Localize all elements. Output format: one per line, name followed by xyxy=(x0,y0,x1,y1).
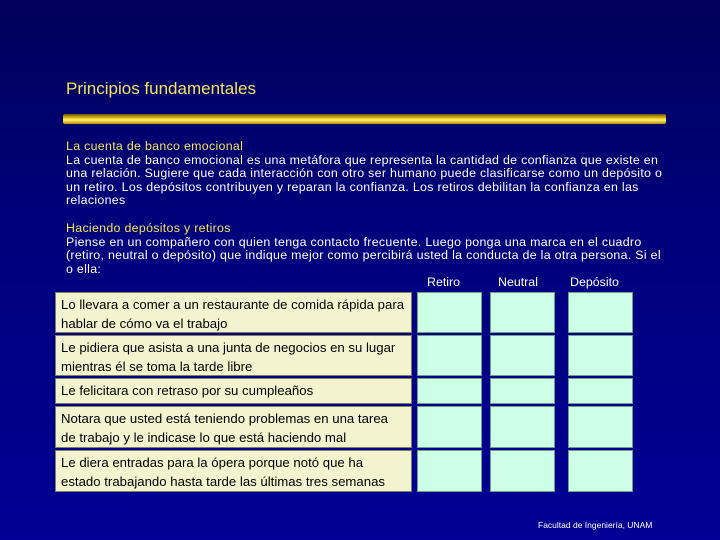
cell-row2-retiro[interactable] xyxy=(417,335,482,376)
cell-row4-retiro[interactable] xyxy=(417,406,482,448)
section-body: La cuenta de banco emocional es una metáfora que representa la cantidad de confianza que existe en una relación. Sugiere que cada interacción con otro ser humano puede clasificarse como un depósito o un retiro. Los depósitos contribuyen y reparan la confianza. Los retiros debilitan la confianza en las relaciones xyxy=(66,152,663,207)
slide-title: Principios fundamentales xyxy=(66,79,256,98)
behavior-row-3: Le felicitara con retraso por su cumpleaños xyxy=(55,378,412,404)
section-emotional-bank-account xyxy=(66,140,666,208)
cell-row5-deposito[interactable] xyxy=(568,450,633,492)
column-header-neutral: Neutral xyxy=(498,275,538,289)
column-header-retiro: Retiro xyxy=(427,275,461,289)
cell-row5-retiro[interactable] xyxy=(417,450,482,492)
cell-row4-deposito[interactable] xyxy=(568,406,633,448)
cell-row4-neutral[interactable] xyxy=(490,406,555,448)
cell-row5-neutral[interactable] xyxy=(490,450,555,492)
title-underline-bar xyxy=(63,114,666,124)
column-headers xyxy=(0,275,720,291)
behavior-row-1: Lo llevara a comer a un restaurante de comida rápida para hablar de cómo va el trabajo xyxy=(55,292,412,333)
cell-row1-retiro[interactable] xyxy=(417,292,482,333)
column-header-deposito: Depósito xyxy=(570,275,619,289)
behavior-row-5: Le diera entradas para la ópera porque notó que ha estado trabajando hasta tarde las últimas tres semanas xyxy=(55,450,412,492)
footer-credit: Facultad de Ingeniería, UNAM xyxy=(538,520,653,530)
section-deposits-withdrawals xyxy=(66,222,666,276)
behavior-row-2: Le pidiera que asista a una junta de negocios en su lugar mientras él se toma la tarde libre xyxy=(55,335,412,376)
cell-row1-deposito[interactable] xyxy=(568,292,633,333)
cell-row3-deposito[interactable] xyxy=(568,378,633,404)
cell-row2-neutral[interactable] xyxy=(490,335,555,376)
cell-row1-neutral[interactable] xyxy=(490,292,555,333)
cell-row3-retiro[interactable] xyxy=(417,378,482,404)
cell-row2-deposito[interactable] xyxy=(568,335,633,376)
cell-row3-neutral[interactable] xyxy=(490,378,555,404)
section-heading: Haciendo depósitos y retiros xyxy=(66,221,231,235)
behavior-row-4: Notara que usted está teniendo problemas en una tarea de trabajo y le indicase lo que está haciendo mal xyxy=(55,406,412,448)
section-body: Piense en un compañero con quien tenga contacto frecuente. Luego ponga una marca en el cuadro (retiro, neutral o depósito) que indique mejor como percibirá usted la conducta de la otra persona. Si el o ella: xyxy=(66,234,661,276)
section-heading: La cuenta de banco emocional xyxy=(66,139,244,153)
